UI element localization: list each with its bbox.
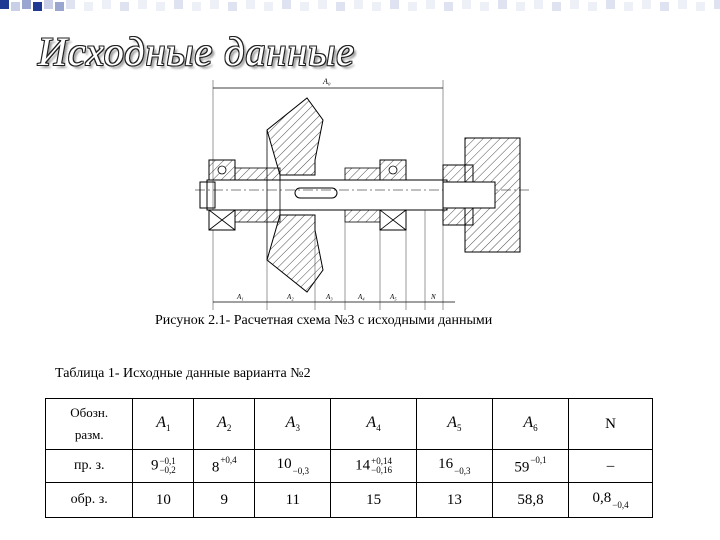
decor-square bbox=[246, 0, 255, 9]
decor-square bbox=[660, 2, 669, 11]
decor-square bbox=[336, 2, 345, 11]
decor-square bbox=[696, 2, 705, 11]
dim-label-n: N bbox=[431, 293, 436, 301]
header-letter: A bbox=[366, 414, 377, 432]
decor-square bbox=[264, 2, 273, 11]
decor-square bbox=[22, 0, 31, 9]
cell-base: 11 bbox=[285, 491, 301, 508]
decor-square bbox=[642, 0, 651, 9]
decor-square bbox=[426, 0, 435, 9]
slide-title: Исходные данные bbox=[38, 29, 356, 74]
header-index: 4 bbox=[376, 423, 381, 434]
decor-square bbox=[372, 2, 381, 11]
decor-square bbox=[678, 0, 687, 9]
decor-square bbox=[192, 2, 201, 11]
dim-label-a1: A₁ bbox=[237, 293, 244, 301]
decor-square bbox=[588, 2, 597, 11]
tol-upper: −0,1 bbox=[159, 456, 176, 466]
table-cell bbox=[133, 483, 194, 518]
decor-square bbox=[44, 0, 53, 9]
decor-square bbox=[624, 2, 633, 11]
cell-base: 0,8 bbox=[592, 490, 612, 507]
tol-upper: +0,14 bbox=[371, 456, 392, 466]
assembly-drawing bbox=[195, 70, 530, 310]
decor-square bbox=[138, 0, 147, 9]
decor-square bbox=[0, 0, 9, 9]
header-cell bbox=[255, 399, 331, 450]
tol-upper: +0,4 bbox=[220, 455, 237, 466]
dim-label-a3: A₃ bbox=[326, 293, 333, 301]
decor-square bbox=[534, 0, 543, 9]
decor-square bbox=[11, 2, 20, 11]
header-cell bbox=[416, 399, 492, 450]
decor-square bbox=[102, 0, 111, 9]
row-label: пр. з. bbox=[46, 450, 133, 483]
cell-base: 9 bbox=[150, 457, 159, 474]
cell-base: 9 bbox=[220, 491, 229, 508]
table-cell bbox=[194, 450, 255, 483]
cell-base: 16 bbox=[438, 456, 454, 473]
decor-square bbox=[300, 2, 309, 11]
table-cell bbox=[492, 450, 568, 483]
decor-square bbox=[462, 0, 471, 9]
decor-square bbox=[444, 2, 453, 11]
decor-square bbox=[354, 0, 363, 9]
table-cell bbox=[416, 450, 492, 483]
dim-label-a4: A₄ bbox=[358, 293, 365, 301]
cell-base: 8 bbox=[211, 459, 220, 476]
table-caption: Таблица 1- Исходные данные варианта №2 bbox=[55, 366, 311, 381]
table-cell bbox=[416, 483, 492, 518]
header-letter: N bbox=[605, 415, 616, 432]
dim-label-a2: A₂ bbox=[287, 293, 294, 301]
decor-square bbox=[408, 2, 417, 11]
decor-square bbox=[156, 2, 165, 11]
header-cell bbox=[492, 399, 568, 450]
corner-cell bbox=[46, 399, 133, 450]
cell-base: – bbox=[606, 457, 615, 474]
decor-square bbox=[228, 2, 237, 11]
table-cell bbox=[569, 483, 653, 518]
corner-label-line2: разм. bbox=[74, 427, 104, 442]
decor-square bbox=[606, 0, 615, 9]
header-letter: A bbox=[156, 414, 167, 432]
dim-label-a5: A₅ bbox=[390, 293, 397, 301]
table-header-row bbox=[46, 399, 653, 450]
cell-base: 10 bbox=[276, 456, 292, 473]
tol-lower: −0,2 bbox=[159, 465, 176, 475]
table-cell bbox=[569, 450, 653, 483]
table-cell bbox=[133, 450, 194, 483]
decor-square bbox=[84, 2, 93, 11]
decor-square bbox=[210, 0, 219, 9]
corner-label-line1: Обозн. bbox=[70, 405, 109, 420]
header-cell bbox=[194, 399, 255, 450]
tol-upper: −0,1 bbox=[530, 455, 547, 466]
decor-square bbox=[390, 0, 399, 9]
table-row-pr bbox=[46, 450, 653, 483]
header-letter: A bbox=[523, 414, 534, 432]
header-index: 5 bbox=[456, 423, 462, 434]
decor-square bbox=[55, 2, 64, 11]
decor-square bbox=[33, 2, 42, 11]
decor-square bbox=[66, 0, 75, 9]
decor-square bbox=[570, 0, 579, 9]
cell-base: 14 bbox=[355, 457, 371, 474]
header-cell bbox=[133, 399, 194, 450]
table-cell bbox=[331, 450, 416, 483]
table-cell bbox=[255, 450, 331, 483]
header-index: 1 bbox=[166, 423, 171, 434]
header-letter: A bbox=[285, 414, 296, 432]
source-data-table bbox=[45, 398, 653, 518]
title-decoration bbox=[0, 0, 720, 22]
decor-square bbox=[480, 2, 489, 11]
cell-base: 10 bbox=[155, 491, 171, 508]
figure-caption: Рисунок 2.1- Расчетная схема №3 с исходными данными bbox=[155, 313, 493, 328]
tol-lower: −0,4 bbox=[612, 499, 629, 510]
header-index: 2 bbox=[226, 423, 232, 434]
decor-square bbox=[714, 0, 720, 9]
decor-square bbox=[552, 2, 561, 11]
tol-lower: −0,16 bbox=[371, 465, 392, 475]
decor-square bbox=[498, 0, 507, 9]
cell-base: 58,8 bbox=[517, 491, 544, 508]
cell-base: 15 bbox=[366, 491, 382, 508]
table-cell bbox=[331, 483, 416, 518]
decor-square bbox=[120, 2, 129, 11]
cell-base: 59 bbox=[514, 459, 530, 476]
table-cell bbox=[492, 483, 568, 518]
table-cell bbox=[255, 483, 331, 518]
header-index: 6 bbox=[533, 423, 538, 434]
header-index: 3 bbox=[295, 423, 300, 434]
decor-square bbox=[174, 0, 183, 9]
header-letter: A bbox=[447, 414, 457, 432]
table-cell bbox=[194, 483, 255, 518]
tol-lower: −0,3 bbox=[454, 465, 471, 476]
header-cell bbox=[331, 399, 416, 450]
decor-square bbox=[318, 0, 327, 9]
header-cell bbox=[569, 399, 653, 450]
tol-lower: −0,3 bbox=[292, 465, 309, 476]
row-label: обр. з. bbox=[46, 483, 133, 518]
decor-square bbox=[282, 0, 291, 9]
top-dimension-label: A₀ bbox=[323, 77, 331, 86]
table-row-obr bbox=[46, 483, 653, 518]
cell-base: 13 bbox=[446, 491, 462, 508]
header-letter: A bbox=[217, 414, 227, 432]
decor-square bbox=[516, 2, 525, 11]
